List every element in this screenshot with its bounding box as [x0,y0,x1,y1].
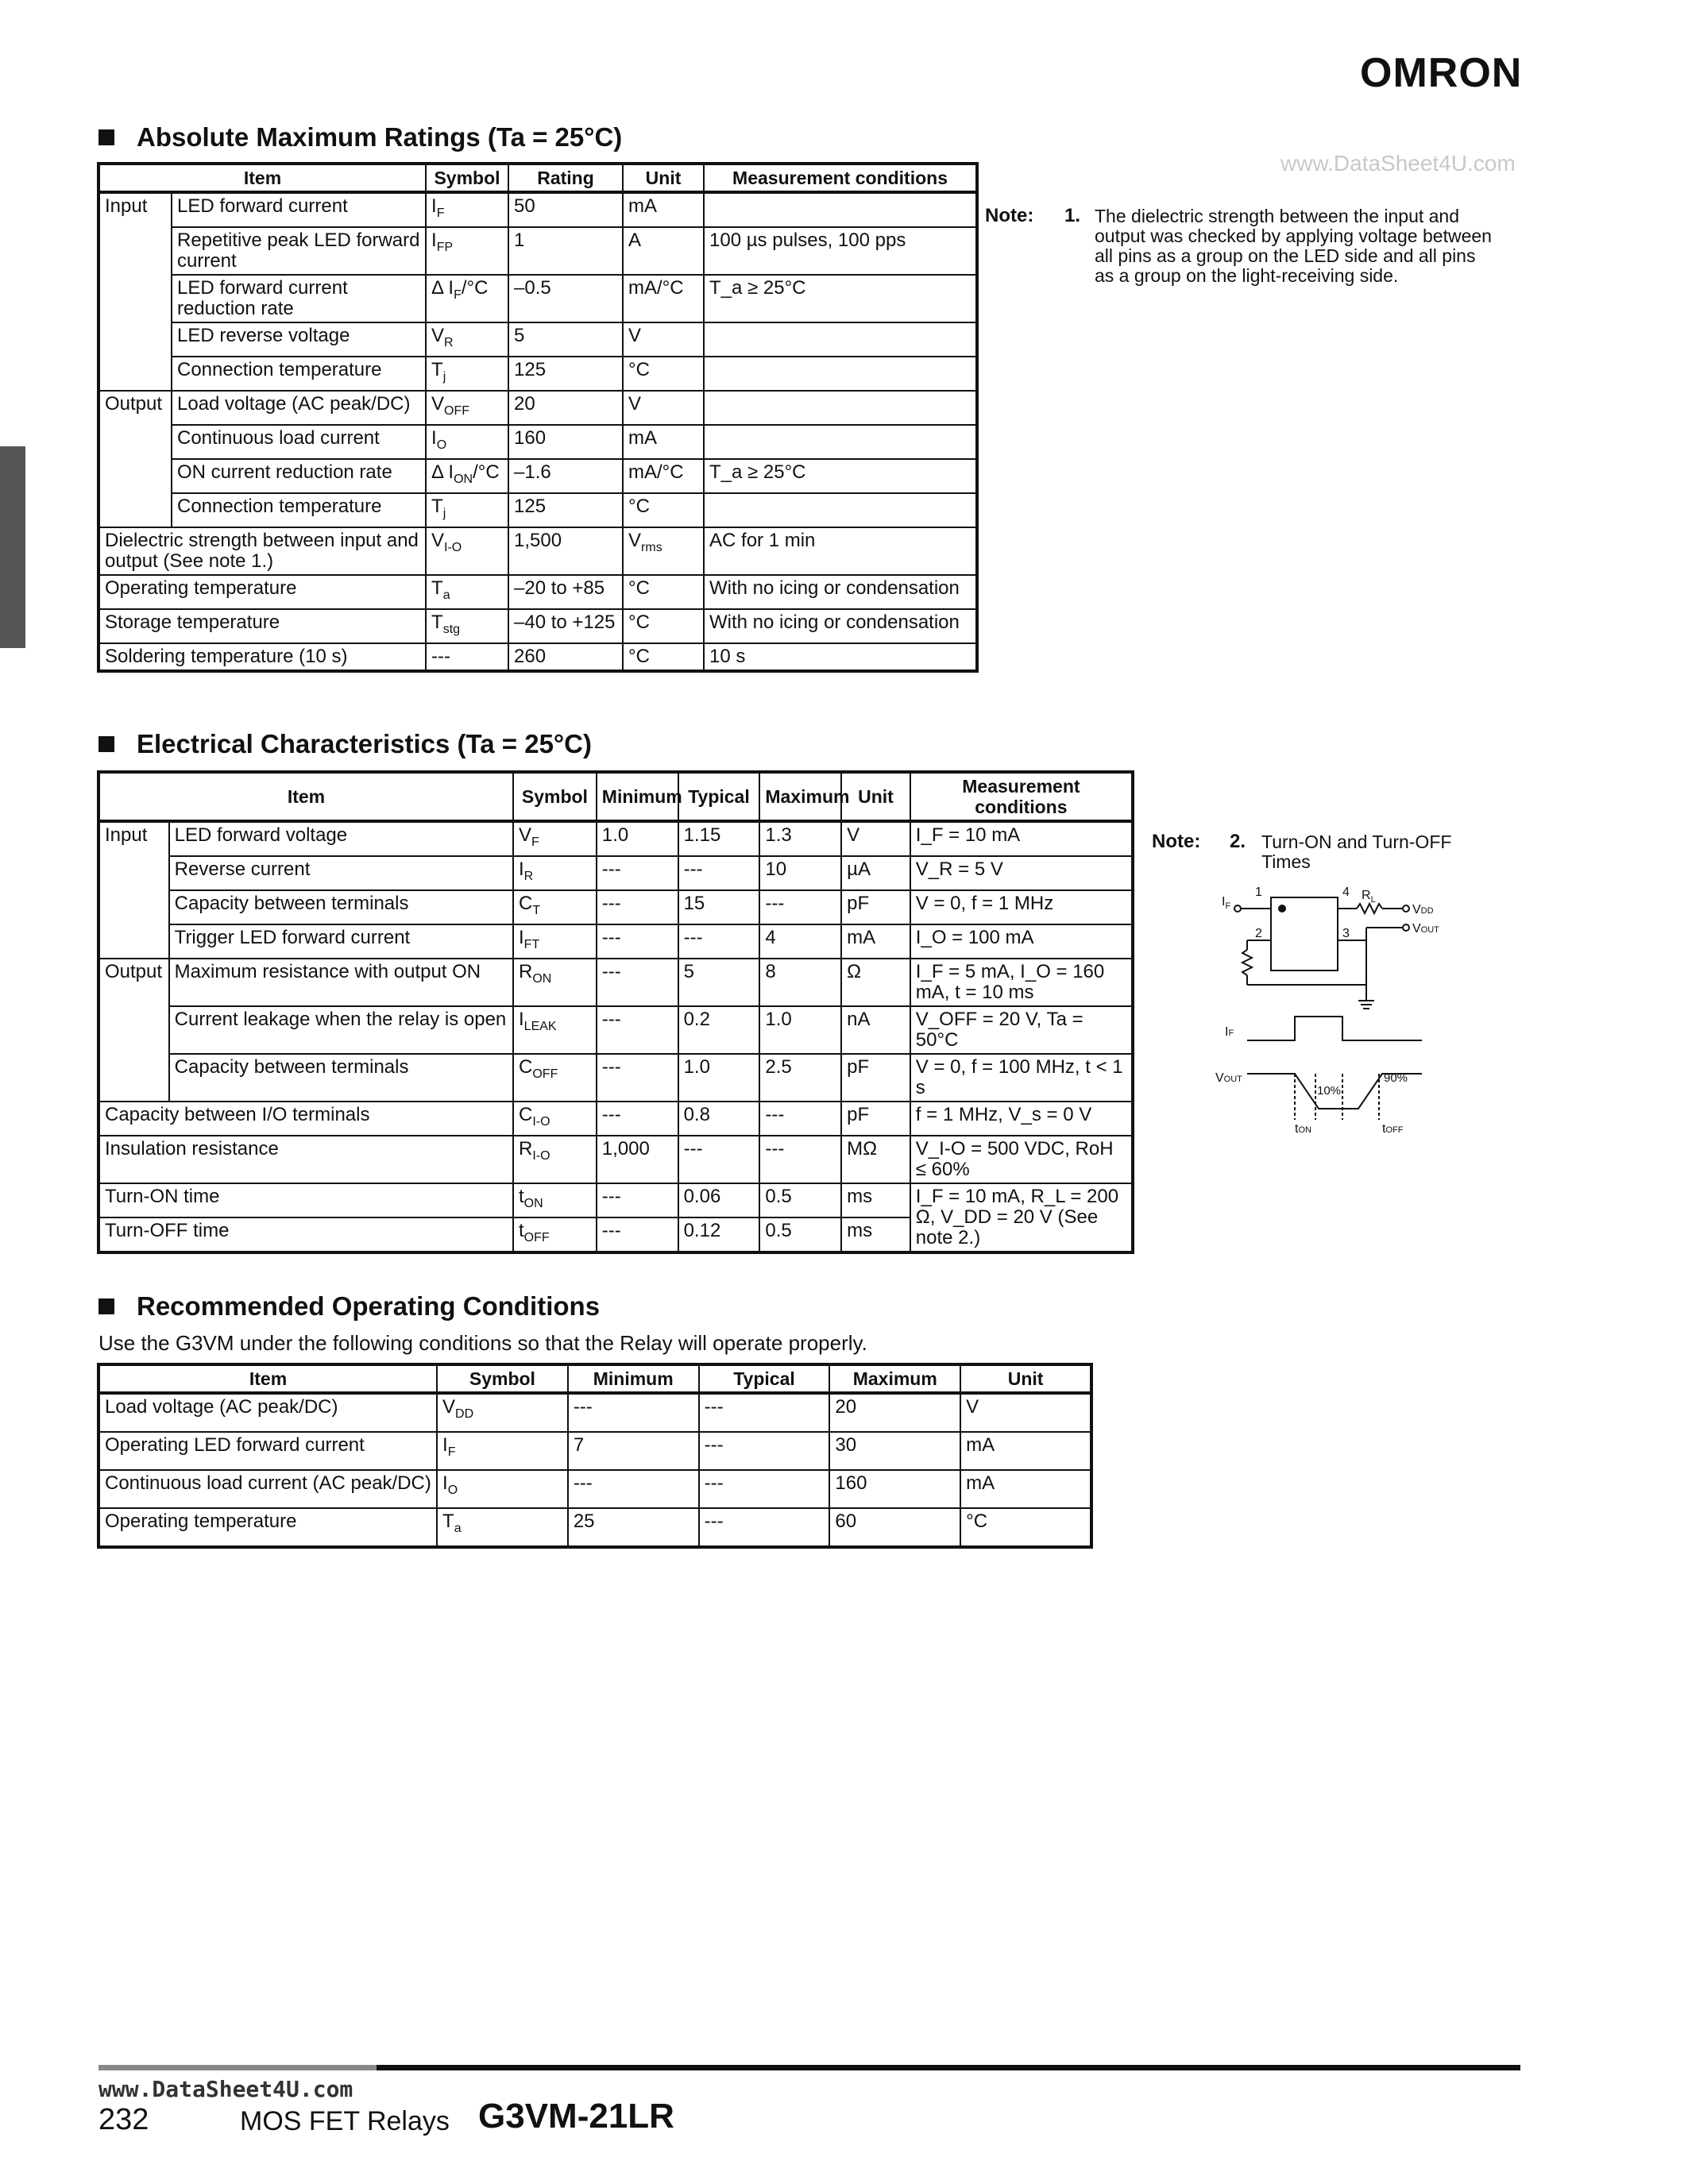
amr-item: Connection temperature [172,493,426,527]
roc-unit: °C [960,1508,1091,1547]
roc-item: Operating temperature [98,1508,437,1547]
absolute-max-ratings-table [97,162,979,673]
ec-item: Capacity between I/O terminals [98,1102,513,1136]
ec-header-6: Measurement conditions [910,772,1133,821]
pin2-label: 2 [1255,927,1262,940]
ec-item: Capacity between terminals [169,890,513,924]
ec-max: 1.0 [759,1006,841,1054]
table-row [98,425,977,459]
amr-header-3: Unit [623,164,704,192]
ec-note-number: 2. [1230,831,1246,852]
amr-rating: 125 [508,357,623,391]
ec-unit: mA [841,924,910,959]
roc-header-1: Symbol [437,1364,568,1393]
amr-item: Repetitive peak LED forward current [172,227,426,275]
amr-unit: $V_{rms}$ [623,527,704,575]
table-row [98,1432,1091,1470]
amr-item: LED forward current [172,192,426,227]
ec-title-text: Electrical Characteristics (Ta = 25°C) [137,729,592,758]
watermark-top: www.DataSheet4U.com [1280,151,1516,176]
turn-on-off-timing-diagram [1215,874,1485,1144]
table-row [98,1006,1133,1054]
amr-rating: 260 [508,643,623,671]
amr-unit: V [623,322,704,357]
ec-unit: ms [841,1183,910,1217]
table-row [98,1183,1133,1217]
ec-condition: V_R = 5 V [910,856,1133,890]
amr-symbol: $T_j$ [426,493,508,527]
amr-note-number: 1. [1064,205,1081,226]
ec-min: --- [597,959,678,1006]
amr-rating: 50 [508,192,623,227]
roc-typ: --- [699,1470,830,1508]
ec-header-2: Minimum [597,772,678,821]
roc-typ: --- [699,1432,830,1470]
amr-unit: °C [623,493,704,527]
amr-unit: mA [623,425,704,459]
roc-symbol: $I_O$ [437,1470,568,1508]
ec-condition: V = 0, f = 100 MHz, t < 1 s [910,1054,1133,1102]
ec-min: --- [597,1183,678,1217]
amr-unit: V [623,391,704,425]
ec-condition: V = 0, f = 1 MHz [910,890,1133,924]
amr-unit: A [623,227,704,275]
ec-typ: --- [678,856,760,890]
roc-max: 160 [829,1470,960,1508]
amr-symbol: $I_{FP}$ [426,227,508,275]
roc-intro-text: Use the G3VM under the following conditions so that the Relay will operate properly. [98,1331,867,1355]
ec-symbol: $C_{OFF}$ [513,1054,597,1102]
ec-max: 1.3 [759,821,841,856]
table-row [98,821,1133,856]
ec-symbol: $I_{LEAK}$ [513,1006,597,1054]
ec-min: --- [597,1102,678,1136]
roc-header-5: Unit [960,1364,1091,1393]
amr-rating: –20 to +85 [508,575,623,609]
ec-max: --- [759,890,841,924]
roc-min: 7 [568,1432,699,1470]
amr-item: ON current reduction rate [172,459,426,493]
table-row [98,227,977,275]
ec-max: 2.5 [759,1054,841,1102]
ec-max: 4 [759,924,841,959]
ec-unit: pF [841,890,910,924]
amr-unit: °C [623,357,704,391]
roc-header-3: Typical [699,1364,830,1393]
roc-min: 25 [568,1508,699,1547]
if-waveform-label: IF [1225,1025,1234,1039]
side-tab-marker [0,446,25,648]
table-row [98,890,1133,924]
roc-typ: --- [699,1508,830,1547]
vdd-label: VDD [1412,903,1434,916]
roc-symbol: $V_{DD}$ [437,1393,568,1432]
ec-unit: pF [841,1054,910,1102]
ec-item: Insulation resistance [98,1136,513,1183]
table-row [98,459,977,493]
electrical-characteristics-table [97,770,1134,1254]
amr-rating: 1 [508,227,623,275]
table-row [98,643,977,671]
ec-condition: I_O = 100 mA [910,924,1133,959]
amr-note-text: The dielectric strength between the input and output was checked by applying voltage between all pins as a group on the LED side and all pins as a group on the light-receiving side. [1095,206,1492,286]
amr-condition: AC for 1 min [704,527,977,575]
rl-label: $R_L$ [1362,889,1376,905]
amr-condition [704,357,977,391]
ec-condition: f = 1 MHz, V_s = 0 V [910,1102,1133,1136]
ec-section-title [98,729,592,759]
ec-min: 1.0 [597,821,678,856]
ec-min: 1,000 [597,1136,678,1183]
ec-condition: V_I-O = 500 VDC, RoH ≤ 60% [910,1136,1133,1183]
amr-symbol: Δ $I_F/^\circ C$ [426,275,508,322]
amr-rating: 160 [508,425,623,459]
amr-symbol: $V_{I-O}$ [426,527,508,575]
amr-header-4: Measurement conditions [704,164,977,192]
table-row [98,275,977,322]
roc-item: Continuous load current (AC peak/DC) [98,1470,437,1508]
ec-condition: V_OFF = 20 V, Ta = 50°C [910,1006,1133,1054]
amr-unit: °C [623,609,704,643]
table-row [98,924,1133,959]
amr-symbol: --- [426,643,508,671]
table-row [98,575,977,609]
amr-header-1: Symbol [426,164,508,192]
ec-item: Maximum resistance with output ON [169,959,513,1006]
ec-typ: 1.0 [678,1054,760,1102]
ec-note-text: Turn-ON and Turn-OFF Times [1261,832,1452,872]
amr-header-2: Rating [508,164,623,192]
table-row [98,493,977,527]
roc-header-0: Item [98,1364,437,1393]
amr-condition [704,322,977,357]
ec-max: --- [759,1136,841,1183]
ec-max: --- [759,1102,841,1136]
ec-typ: 1.15 [678,821,760,856]
omron-logo: OMRON [1360,50,1523,96]
pin3-label: 3 [1342,927,1350,940]
amr-item: Soldering temperature (10 s) [98,643,426,671]
roc-max: 30 [829,1432,960,1470]
amr-group-input: Input [98,192,172,391]
ec-max: 0.5 [759,1183,841,1217]
amr-title-text: Absolute Maximum Ratings (Ta = 25°C) [137,122,623,152]
vout-waveform-label: VOUT [1215,1071,1242,1085]
amr-item: LED forward current reduction rate [172,275,426,322]
ec-unit: V [841,821,910,856]
amr-condition [704,391,977,425]
ec-header-item: Item [98,772,513,821]
ec-min: --- [597,1054,678,1102]
table-row [98,1470,1091,1508]
amr-item: LED reverse voltage [172,322,426,357]
amr-rating: –40 to +125 [508,609,623,643]
amr-unit: °C [623,643,704,671]
amr-rating: –0.5 [508,275,623,322]
roc-typ: --- [699,1393,830,1432]
ec-min: --- [597,856,678,890]
table-row [98,1508,1091,1547]
ec-typ: 5 [678,959,760,1006]
ninety-percent-label: 90% [1384,1071,1408,1085]
amr-symbol: $I_O$ [426,425,508,459]
table-row [98,856,1133,890]
roc-section-title [98,1291,600,1322]
amr-condition [704,493,977,527]
amr-symbol: $V_R$ [426,322,508,357]
roc-header-4: Maximum [829,1364,960,1393]
recommended-operating-conditions-table [97,1363,1093,1549]
ec-symbol: $t_{ON}$ [513,1183,597,1217]
roc-min: --- [568,1393,699,1432]
amr-condition: 100 µs pulses, 100 pps [704,227,977,275]
ec-typ: 0.12 [678,1217,760,1252]
roc-item: Load voltage (AC peak/DC) [98,1393,437,1432]
ec-symbol: $R_{ON}$ [513,959,597,1006]
ec-symbol: $C_T$ [513,890,597,924]
table-row [98,1393,1091,1432]
roc-title-text: Recommended Operating Conditions [137,1291,601,1321]
ec-min: --- [597,924,678,959]
ec-typ: 0.06 [678,1183,760,1217]
table-row [98,609,977,643]
table-row [98,357,977,391]
ec-item: LED forward voltage [169,821,513,856]
ec-note-label: Note: [1152,831,1201,852]
amr-rating: –1.6 [508,459,623,493]
ec-symbol: $t_{OFF}$ [513,1217,597,1252]
amr-unit: mA [623,192,704,227]
ec-min: --- [597,1006,678,1054]
ec-symbol: $I_{FT}$ [513,924,597,959]
ec-unit: MΩ [841,1136,910,1183]
ec-max: 0.5 [759,1217,841,1252]
ec-unit: ms [841,1217,910,1252]
amr-group-output: Output [98,391,172,527]
amr-symbol: $T_{stg}$ [426,609,508,643]
watermark-bottom: www.DataSheet4U.com [98,2076,353,2102]
ec-max: 8 [759,959,841,1006]
ec-group-output: Output [98,959,169,1102]
ec-group-input: Input [98,821,169,959]
amr-rating: 125 [508,493,623,527]
ec-symbol: $R_{I-O}$ [513,1136,597,1183]
ec-header-5: Unit [841,772,910,821]
toff-label: tOFF [1382,1122,1404,1136]
amr-condition [704,425,977,459]
ec-unit: Ω [841,959,910,1006]
ec-symbol: $V_F$ [513,821,597,856]
amr-item: Dielectric strength between input and output (See note 1.) [98,527,426,575]
amr-condition: With no icing or condensation [704,575,977,609]
amr-rating: 1,500 [508,527,623,575]
roc-unit: mA [960,1432,1091,1470]
table-row [98,391,977,425]
square-bullet-icon [98,1298,114,1314]
roc-item: Operating LED forward current [98,1432,437,1470]
roc-symbol: $I_F$ [437,1432,568,1470]
table-row [98,959,1133,1006]
table-row [98,1136,1133,1183]
roc-symbol: $T_a$ [437,1508,568,1547]
roc-min: --- [568,1470,699,1508]
ton-label: tON [1295,1122,1311,1136]
ec-header-4: Maximum [759,772,841,821]
ec-typ: --- [678,924,760,959]
amr-header-item: Item [98,164,426,192]
ec-unit: µA [841,856,910,890]
pin4-label: 4 [1342,886,1350,899]
ec-item: Turn-ON time [98,1183,513,1217]
table-row [98,1054,1133,1102]
amr-condition: With no icing or condensation [704,609,977,643]
amr-condition: 10 s [704,643,977,671]
amr-section-title [98,122,622,152]
square-bullet-icon [98,736,114,752]
ec-typ: 0.2 [678,1006,760,1054]
roc-unit: mA [960,1470,1091,1508]
amr-condition [704,192,977,227]
ec-typ: 15 [678,890,760,924]
square-bullet-icon [98,129,114,145]
amr-item: Connection temperature [172,357,426,391]
ec-header-3: Typical [678,772,760,821]
model-number: G3VM-21LR [478,2097,674,2136]
ec-min: --- [597,890,678,924]
if-pulse-waveform [1247,1017,1422,1040]
ec-item: Capacity between terminals [169,1054,513,1102]
amr-rating: 5 [508,322,623,357]
roc-max: 60 [829,1508,960,1547]
amr-unit: mA/°C [623,275,704,322]
amr-item: Load voltage (AC peak/DC) [172,391,426,425]
ten-percent-label: 10% [1317,1084,1342,1098]
amr-rating: 20 [508,391,623,425]
if-label: $I_F$ [1222,895,1231,911]
amr-symbol: $I_F$ [426,192,508,227]
page-number: 232 [98,2103,149,2136]
table-row [98,1102,1133,1136]
roc-unit: V [960,1393,1091,1432]
product-category: MOS FET Relays [240,2106,450,2136]
ec-condition-turn: I_F = 10 mA, R_L = 200 Ω, V_DD = 20 V (See note 2.) [910,1183,1133,1252]
amr-condition: T_a ≥ 25°C [704,275,977,322]
amr-symbol: $V_{OFF}$ [426,391,508,425]
amr-symbol: Δ $I_{ON}/^\circ C$ [426,459,508,493]
amr-item: Continuous load current [172,425,426,459]
ec-item: Reverse current [169,856,513,890]
amr-unit: mA/°C [623,459,704,493]
ec-item: Turn-OFF time [98,1217,513,1252]
ec-typ: 0.8 [678,1102,760,1136]
ec-symbol: $C_{I-O}$ [513,1102,597,1136]
pin1-label: 1 [1255,886,1262,899]
table-row [98,192,977,227]
amr-condition: T_a ≥ 25°C [704,459,977,493]
ec-typ: --- [678,1136,760,1183]
roc-max: 20 [829,1393,960,1432]
ec-unit: pF [841,1102,910,1136]
ec-condition: I_F = 5 mA, I_O = 160 mA, t = 10 ms [910,959,1133,1006]
amr-item: Storage temperature [98,609,426,643]
ec-condition: I_F = 10 mA [910,821,1133,856]
ec-item: Trigger LED forward current [169,924,513,959]
amr-item: Operating temperature [98,575,426,609]
table-row [98,322,977,357]
vout-terminal-label: VOUT [1412,922,1439,936]
ec-item: Current leakage when the relay is open [169,1006,513,1054]
ec-header-1: Symbol [513,772,597,821]
footer-rule-accent [98,2065,377,2070]
amr-symbol: $T_a$ [426,575,508,609]
ec-symbol: $I_R$ [513,856,597,890]
roc-header-2: Minimum [568,1364,699,1393]
ec-max: 10 [759,856,841,890]
ec-min: --- [597,1217,678,1252]
amr-symbol: $T_j$ [426,357,508,391]
ec-unit: nA [841,1006,910,1054]
amr-note-label: Note: [985,205,1034,226]
amr-unit: °C [623,575,704,609]
table-row [98,527,977,575]
